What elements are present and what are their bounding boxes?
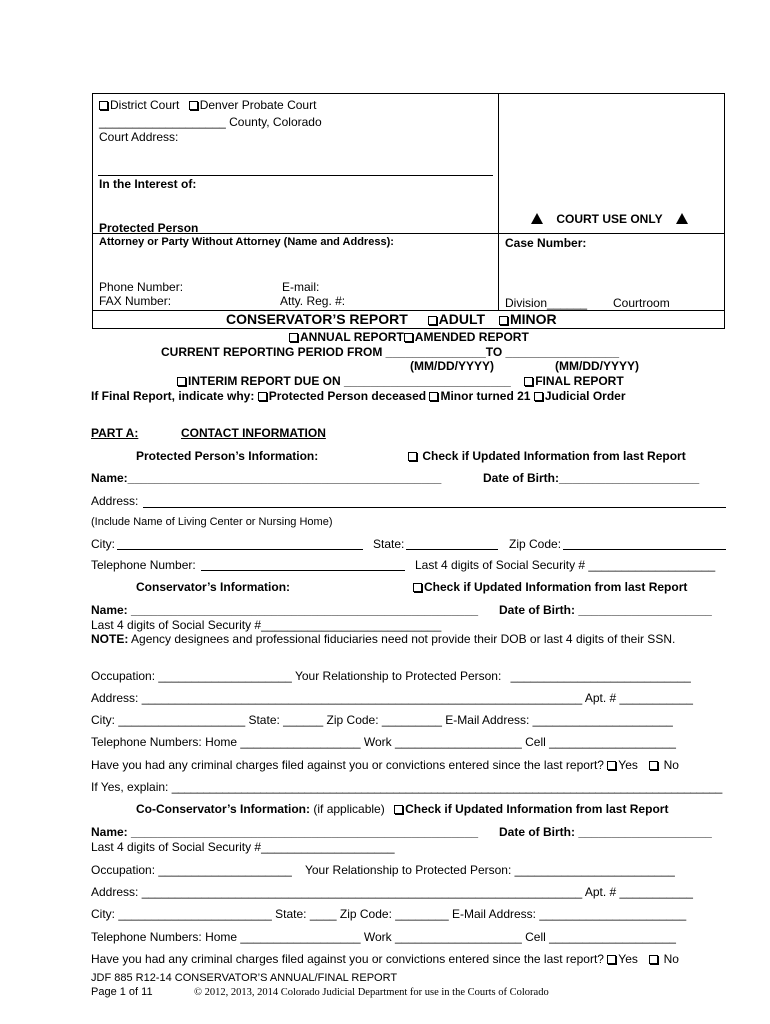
co-updated-checkbox[interactable]	[394, 805, 403, 814]
date-format-to: (MM/DD/YYYY)	[555, 359, 639, 373]
report-type-row	[289, 330, 529, 344]
co-dob-field[interactable]: Date of Birth: ____________________	[499, 825, 712, 839]
triangle-up-icon	[676, 213, 688, 224]
court-type-row	[99, 98, 316, 112]
protected-person-label: Protected Person	[99, 221, 199, 235]
cons-note-label: NOTE:	[91, 632, 129, 646]
pp-name-field[interactable]: Name:_______________________________________________	[91, 471, 442, 485]
pp-zip-line[interactable]	[563, 549, 726, 550]
interest-rule	[98, 175, 493, 176]
court-address-label: Court Address:	[99, 130, 179, 144]
co-ssn4-field[interactable]: Last 4 digits of Social Security #____________________	[91, 840, 395, 854]
district-court-checkbox[interactable]	[99, 101, 108, 110]
judicial-order-label: Judicial Order	[544, 389, 626, 403]
cons-city-field[interactable]: City: ___________________ State: ______ Zip Code: _________ E-Mail Address: _____________________	[91, 713, 673, 727]
annual-report-label: ANNUAL REPORT	[300, 330, 404, 344]
cons-criminal-question: Have you had any criminal charges filed against you or convictions entered since the last report?	[91, 758, 604, 772]
interim-report-checkbox[interactable]	[177, 377, 186, 386]
deceased-checkbox[interactable]	[258, 392, 267, 401]
cons-ssn4-field[interactable]: Last 4 digits of Social Security #___________________________	[91, 618, 442, 632]
cons-criminal-yes-label: Yes	[618, 758, 638, 772]
co-heading-row	[136, 802, 668, 816]
cons-explain-row[interactable]	[91, 780, 722, 794]
co-criminal-no-checkbox[interactable]	[649, 955, 658, 964]
adult-checkbox[interactable]	[428, 316, 437, 325]
cons-name-field[interactable]: Name: ____________________________________________________	[91, 603, 479, 617]
cons-updated-label: Check if Updated Information from last Report	[424, 580, 688, 594]
pp-telephone-line[interactable]	[201, 570, 405, 571]
division-field[interactable]	[505, 296, 587, 310]
turned21-label: Minor turned 21	[440, 389, 531, 403]
cons-criminal-no-checkbox[interactable]	[649, 761, 658, 770]
co-applicable: (if applicable)	[313, 802, 385, 816]
attorney-label: Attorney or Party Without Attorney (Name and Address):	[99, 236, 394, 248]
denver-probate-checkbox[interactable]	[189, 101, 198, 110]
pp-include-note: (Include Name of Living Center or Nursing Home)	[91, 516, 333, 528]
footer-page: Page 1 of 11	[91, 986, 153, 998]
co-criminal-yes-label: Yes	[618, 952, 638, 966]
case-number-label: Case Number:	[505, 236, 587, 250]
cons-note-text: Agency designees and professional fiduciaries need not provide their DOB or last 4 digits of their SSN.	[131, 632, 676, 646]
division-blank: ______	[547, 296, 588, 310]
pp-state-label: State:	[373, 537, 405, 551]
part-a-heading: CONTACT INFORMATION	[181, 426, 326, 440]
county-line[interactable]: ___________________ County, Colorado	[99, 115, 322, 129]
cons-address-field[interactable]: Address: __________________________________________________________________ Apt. # ___________	[91, 691, 693, 705]
cons-explain-label: If Yes, explain:	[91, 780, 172, 794]
amended-report-label: AMENDED REPORT	[414, 330, 529, 344]
cons-heading: Conservator’s Information:	[136, 580, 291, 594]
co-phones-field[interactable]: Telephone Numbers: Home __________________ Work ___________________ Cell ___________________	[91, 930, 676, 944]
pp-zip-label: Zip Code:	[509, 537, 562, 551]
pp-updated-label: Check if Updated Information from last Report	[422, 449, 686, 463]
cons-occupation-label: Occupation: ____________________ Your Relationship to Protected Person:	[91, 669, 505, 683]
cons-explain-line: _______________________________________________________________________________________	[171, 780, 722, 794]
reporting-period[interactable]: CURRENT REPORTING PERIOD FROM _______________TO _________________	[161, 345, 620, 359]
minor-checkbox[interactable]	[499, 316, 508, 325]
atty-reg-label: Atty. Reg. #:	[280, 294, 346, 308]
division-label: Division	[505, 296, 548, 310]
court-use-only	[531, 212, 688, 226]
court-use-only-label: COURT USE ONLY	[556, 212, 663, 226]
co-city-field[interactable]: City: _______________________ State: ____ Zip Code: ________ E-Mail Address: ______________________	[91, 907, 687, 921]
denver-probate-label: Denver Probate Court	[199, 98, 317, 112]
interim-final-row	[177, 374, 624, 388]
pp-ssn4-field[interactable]: Last 4 digits of Social Security # ___________________	[415, 558, 716, 572]
amended-report-checkbox[interactable]	[404, 333, 413, 342]
judicial-order-checkbox[interactable]	[534, 392, 543, 401]
cons-criminal-yes-checkbox[interactable]	[607, 761, 616, 770]
pp-address-line[interactable]	[143, 507, 726, 508]
courtroom-label: Courtroom	[613, 296, 670, 310]
pp-telephone-label: Telephone Number:	[91, 558, 196, 572]
co-address-field[interactable]: Address: __________________________________________________________________ Apt. # ___________	[91, 885, 693, 899]
pp-state-line[interactable]	[406, 549, 498, 550]
cons-phones-field[interactable]: Telephone Numbers: Home __________________ Work ___________________ Cell ___________________	[91, 735, 676, 749]
pp-updated-checkbox[interactable]	[408, 452, 417, 461]
email-label: E-mail:	[282, 280, 320, 294]
district-court-label: District Court	[110, 98, 180, 112]
report-title	[226, 311, 557, 327]
co-occupation-field[interactable]: Occupation: ____________________ Your Relationship to Protected Person: ________________________	[91, 863, 675, 877]
pp-city-line[interactable]	[117, 549, 363, 550]
triangle-up-icon	[531, 213, 543, 224]
cons-occupation-row[interactable]	[91, 669, 691, 683]
deceased-label: Protected Person deceased	[268, 389, 427, 403]
co-criminal-question: Have you had any criminal charges filed against you or convictions entered since the last report?	[91, 952, 604, 966]
interest-of-label: In the Interest of:	[99, 177, 197, 191]
final-reason-row	[91, 389, 626, 403]
cons-criminal-row	[91, 758, 679, 772]
date-format-from: (MM/DD/YYYY)	[410, 359, 494, 373]
phone-label: Phone Number:	[99, 280, 184, 294]
turned21-checkbox[interactable]	[429, 392, 438, 401]
co-heading: Co-Conservator’s Information:	[136, 802, 311, 816]
cons-note	[91, 632, 675, 646]
cons-updated-checkbox[interactable]	[413, 583, 422, 592]
pp-address-row	[91, 494, 138, 508]
report-title-text: CONSERVATOR’S REPORT	[226, 311, 408, 327]
co-criminal-yes-checkbox[interactable]	[607, 955, 616, 964]
fax-label: FAX Number:	[99, 294, 172, 308]
co-criminal-no-label: No	[663, 952, 679, 966]
final-report-checkbox[interactable]	[524, 377, 533, 386]
co-updated-label: Check if Updated Information from last Report	[405, 802, 669, 816]
cons-occupation-line: ___________________________	[510, 669, 691, 683]
adult-label: ADULT	[438, 311, 486, 327]
footer-copyright: © 2012, 2013, 2014 Colorado Judicial Department for use in the Courts of Colorado	[194, 987, 549, 998]
final-reason-label: If Final Report, indicate why:	[91, 389, 255, 403]
pp-updated-row	[408, 449, 686, 463]
pp-dob-field[interactable]: Date of Birth:_____________________	[483, 471, 700, 485]
co-criminal-row	[91, 952, 679, 966]
cons-updated-row	[413, 580, 687, 594]
co-name-field[interactable]: Name: ____________________________________________________	[91, 825, 479, 839]
minor-label: MINOR	[509, 311, 557, 327]
cons-dob-field[interactable]: Date of Birth: ____________________	[499, 603, 712, 617]
final-report-label: FINAL REPORT	[535, 374, 624, 388]
part-a-label: PART A:	[91, 426, 139, 440]
cons-criminal-no-label: No	[663, 758, 679, 772]
footer-form-id: JDF 885 R12-14 CONSERVATOR’S ANNUAL/FINAL REPORT	[91, 972, 398, 984]
caption-divider	[498, 93, 499, 311]
annual-report-checkbox[interactable]	[289, 333, 298, 342]
interim-report-label: INTERIM REPORT DUE ON _________________________	[188, 374, 511, 388]
pp-city-label: City:	[91, 537, 115, 551]
pp-address-label: Address:	[91, 494, 139, 508]
pp-info-heading: Protected Person’s Information:	[136, 449, 319, 463]
